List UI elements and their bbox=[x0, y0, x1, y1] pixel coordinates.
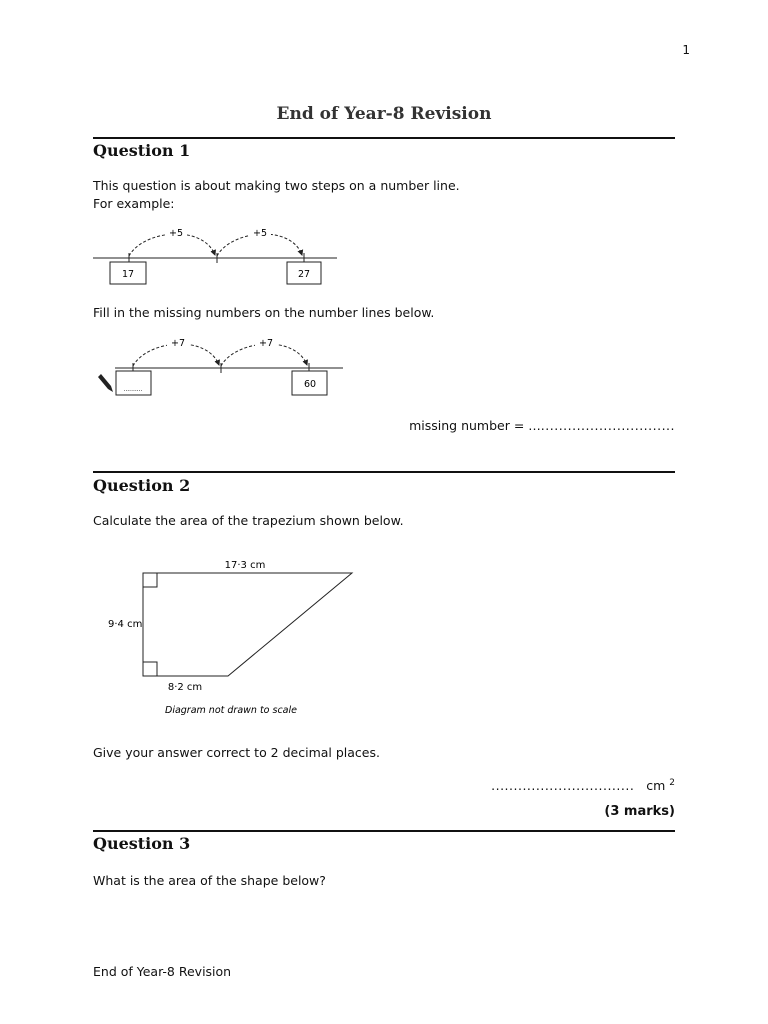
step-label: +5 bbox=[168, 228, 184, 239]
question-2-instruction: Calculate the area of the trapezium shown below. bbox=[93, 513, 404, 528]
unit-label: cm bbox=[646, 778, 666, 794]
page-number: 1 bbox=[682, 43, 690, 57]
divider bbox=[93, 471, 675, 473]
trapezium-shape bbox=[143, 573, 352, 676]
question-2-heading: Question 2 bbox=[93, 476, 191, 495]
right-angle-marker bbox=[143, 573, 157, 587]
top-side-label: 17·3 cm bbox=[224, 560, 266, 571]
question-3-heading: Question 3 bbox=[93, 834, 191, 853]
task-number-line bbox=[93, 332, 353, 402]
rounding-instruction: Give your answer correct to 2 decimal places. bbox=[93, 745, 380, 760]
question-1-intro-line1: This question is about making two steps on a number line. bbox=[93, 178, 460, 193]
missing-start-placeholder: .......... bbox=[123, 386, 143, 393]
bottom-side-label: 8·2 cm bbox=[167, 682, 203, 693]
step-label: +7 bbox=[170, 338, 186, 349]
question-3-instruction: What is the area of the shape below? bbox=[93, 873, 326, 888]
step-label: +7 bbox=[258, 338, 274, 349]
pencil-icon bbox=[98, 374, 113, 392]
answer-label: missing number = … bbox=[409, 418, 541, 433]
left-side-label: 9·4 cm bbox=[108, 619, 143, 630]
answer-dots: ................................ bbox=[491, 778, 635, 794]
right-angle-marker bbox=[143, 662, 157, 676]
answer-line[interactable] bbox=[409, 418, 675, 433]
question-1-instruction: Fill in the missing numbers on the number lines below. bbox=[93, 305, 435, 320]
answer-dots: .............................. bbox=[540, 418, 675, 433]
question-1-intro-line2: For example: bbox=[93, 196, 175, 211]
example-number-line bbox=[93, 220, 353, 290]
step-label: +5 bbox=[252, 228, 268, 239]
end-value: 60 bbox=[303, 379, 317, 390]
question-2-marks: (3 marks) bbox=[604, 804, 675, 819]
document-title: End of Year-8 Revision bbox=[276, 104, 492, 124]
trapezium-diagram bbox=[93, 552, 373, 722]
divider bbox=[93, 137, 675, 139]
unit-superscript: 2 bbox=[669, 778, 675, 788]
question-1-intro bbox=[93, 177, 460, 213]
end-value: 27 bbox=[297, 269, 311, 280]
diagram-note: Diagram not drawn to scale bbox=[165, 705, 297, 716]
q2-answer-line[interactable] bbox=[491, 778, 675, 793]
question-1-heading: Question 1 bbox=[93, 141, 191, 160]
page-footer: End of Year-8 Revision bbox=[93, 964, 232, 979]
divider bbox=[93, 830, 675, 832]
start-value: 17 bbox=[121, 269, 135, 280]
